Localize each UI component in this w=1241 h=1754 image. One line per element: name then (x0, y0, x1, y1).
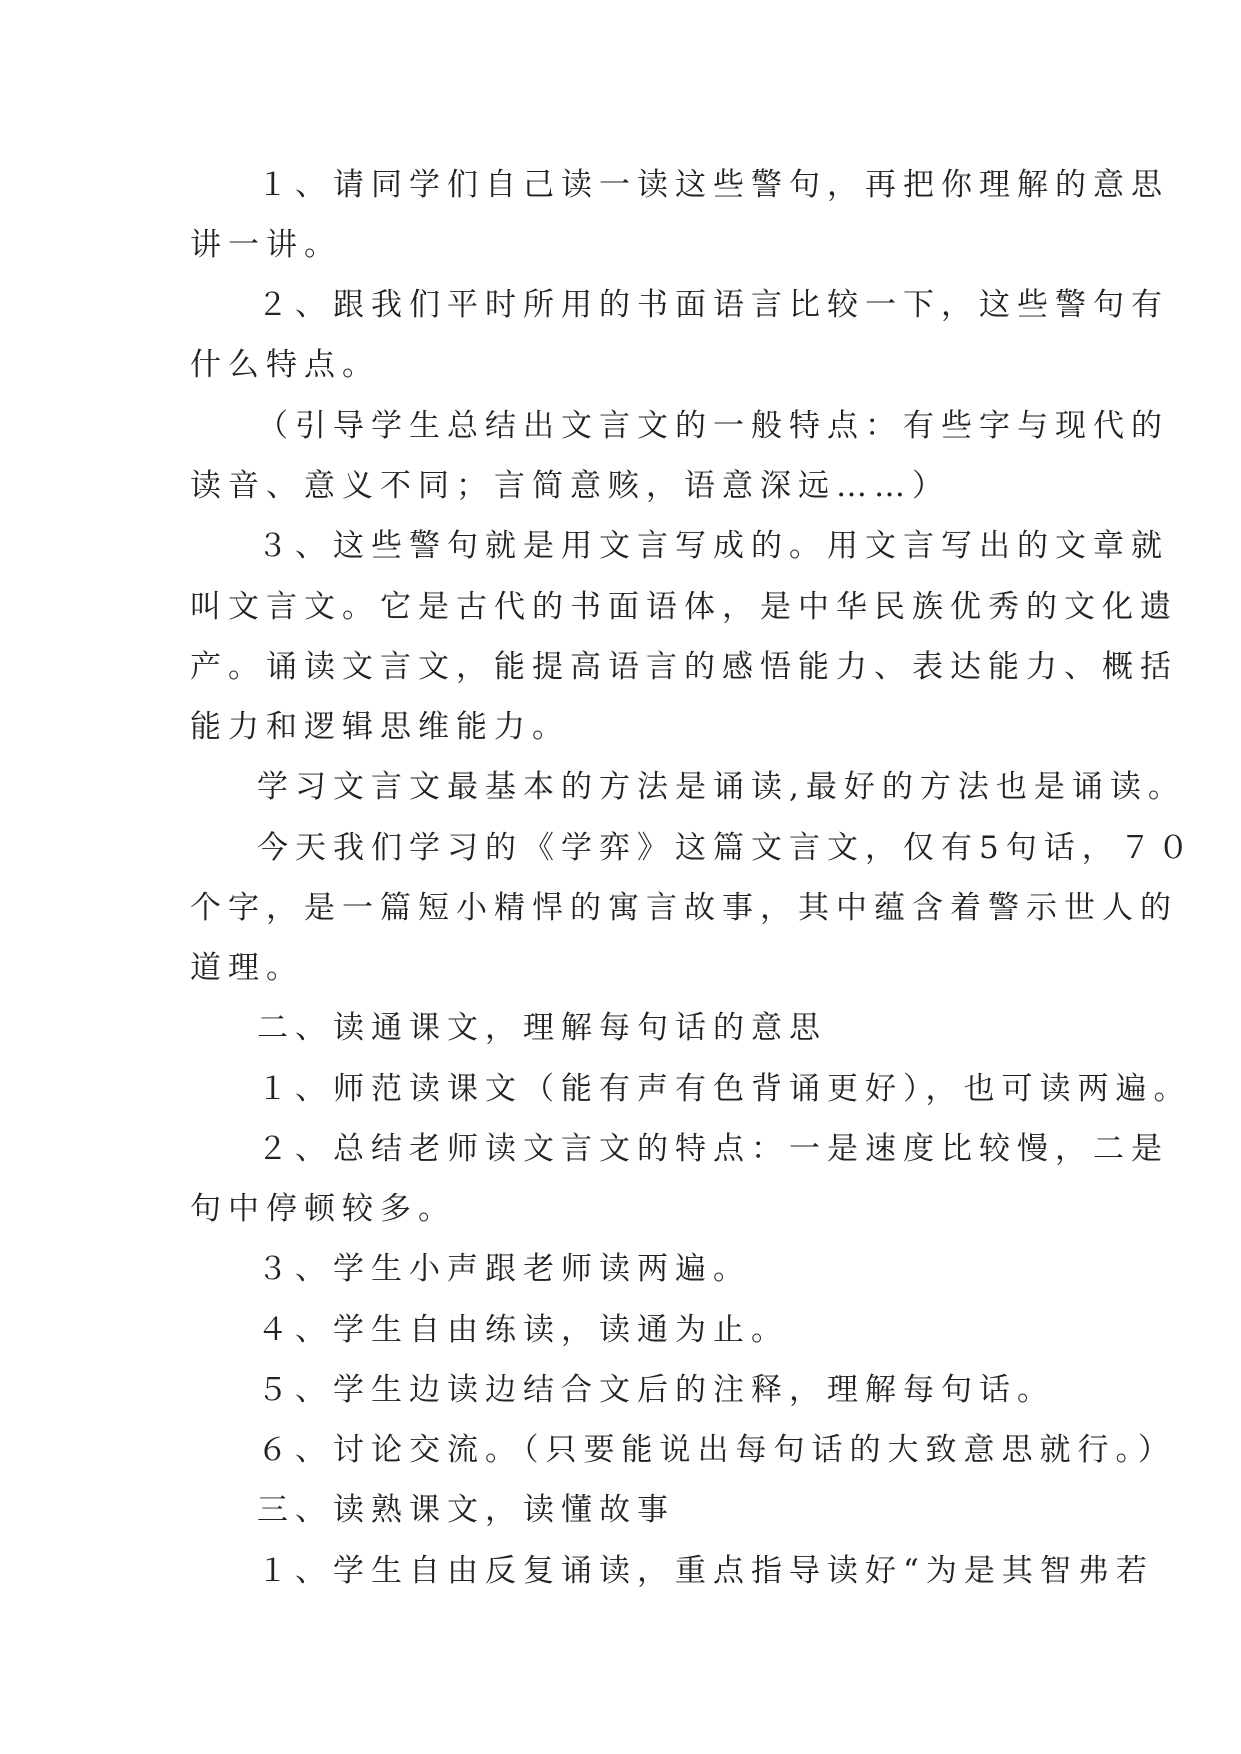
text-line: ３、这些警句就是用文言写成的。用文言写出的文章就 (257, 528, 1169, 564)
text-line: 什么特点。 (190, 347, 380, 383)
text-line: 二、读通课文，理解每句话的意思 (257, 1010, 827, 1046)
text-line: 学习文言文最基本的方法是诵读,最好的方法也是诵读。 (257, 769, 1186, 805)
text-line: １、师范读课文（能有声有色背诵更好），也可读两遍。 (257, 1071, 1192, 1107)
text-line: ４、学生自由练读，读通为止。 (257, 1312, 789, 1348)
text-line: ３、学生小声跟老师读两遍。 (257, 1251, 751, 1287)
text-line: 道理。 (190, 950, 304, 986)
text-line: １、学生自由反复诵读，重点指导读好“为是其智弗若 (257, 1553, 1154, 1589)
text-line: 读音、意义不同；言简意赅，语意深远……） (190, 468, 950, 504)
text-line: １、请同学们自己读一读这些警句，再把你理解的意思 (257, 167, 1169, 203)
text-line: ５、学生边读边结合文后的注释，理解每句话。 (257, 1372, 1055, 1408)
text-line: （引导学生总结出文言文的一般特点：有些字与现代的 (257, 408, 1169, 444)
text-line: ２、总结老师读文言文的特点：一是速度比较慢，二是 (257, 1131, 1169, 1167)
text-line: 叫文言文。它是古代的书面语体，是中华民族优秀的文化遗 (190, 589, 1178, 625)
text-line: 三、读熟课文，读懂故事 (257, 1492, 675, 1528)
text-line: 产。诵读文言文，能提高语言的感悟能力、表达能力、概括 (190, 649, 1178, 685)
text-line: ６、讨论交流。（只要能说出每句话的大致意思就行。） (257, 1432, 1176, 1468)
text-line: 个字，是一篇短小精悍的寓言故事，其中蕴含着警示世人的 (190, 890, 1178, 926)
text-line: 今天我们学习的《学弈》这篇文言文，仅有5句话，７０ (257, 830, 1196, 866)
text-line: 句中停顿较多。 (190, 1191, 456, 1227)
text-line: ２、跟我们平时所用的书面语言比较一下，这些警句有 (257, 287, 1169, 323)
text-line: 能力和逻辑思维能力。 (190, 709, 570, 745)
text-line: 讲一讲。 (190, 227, 342, 263)
